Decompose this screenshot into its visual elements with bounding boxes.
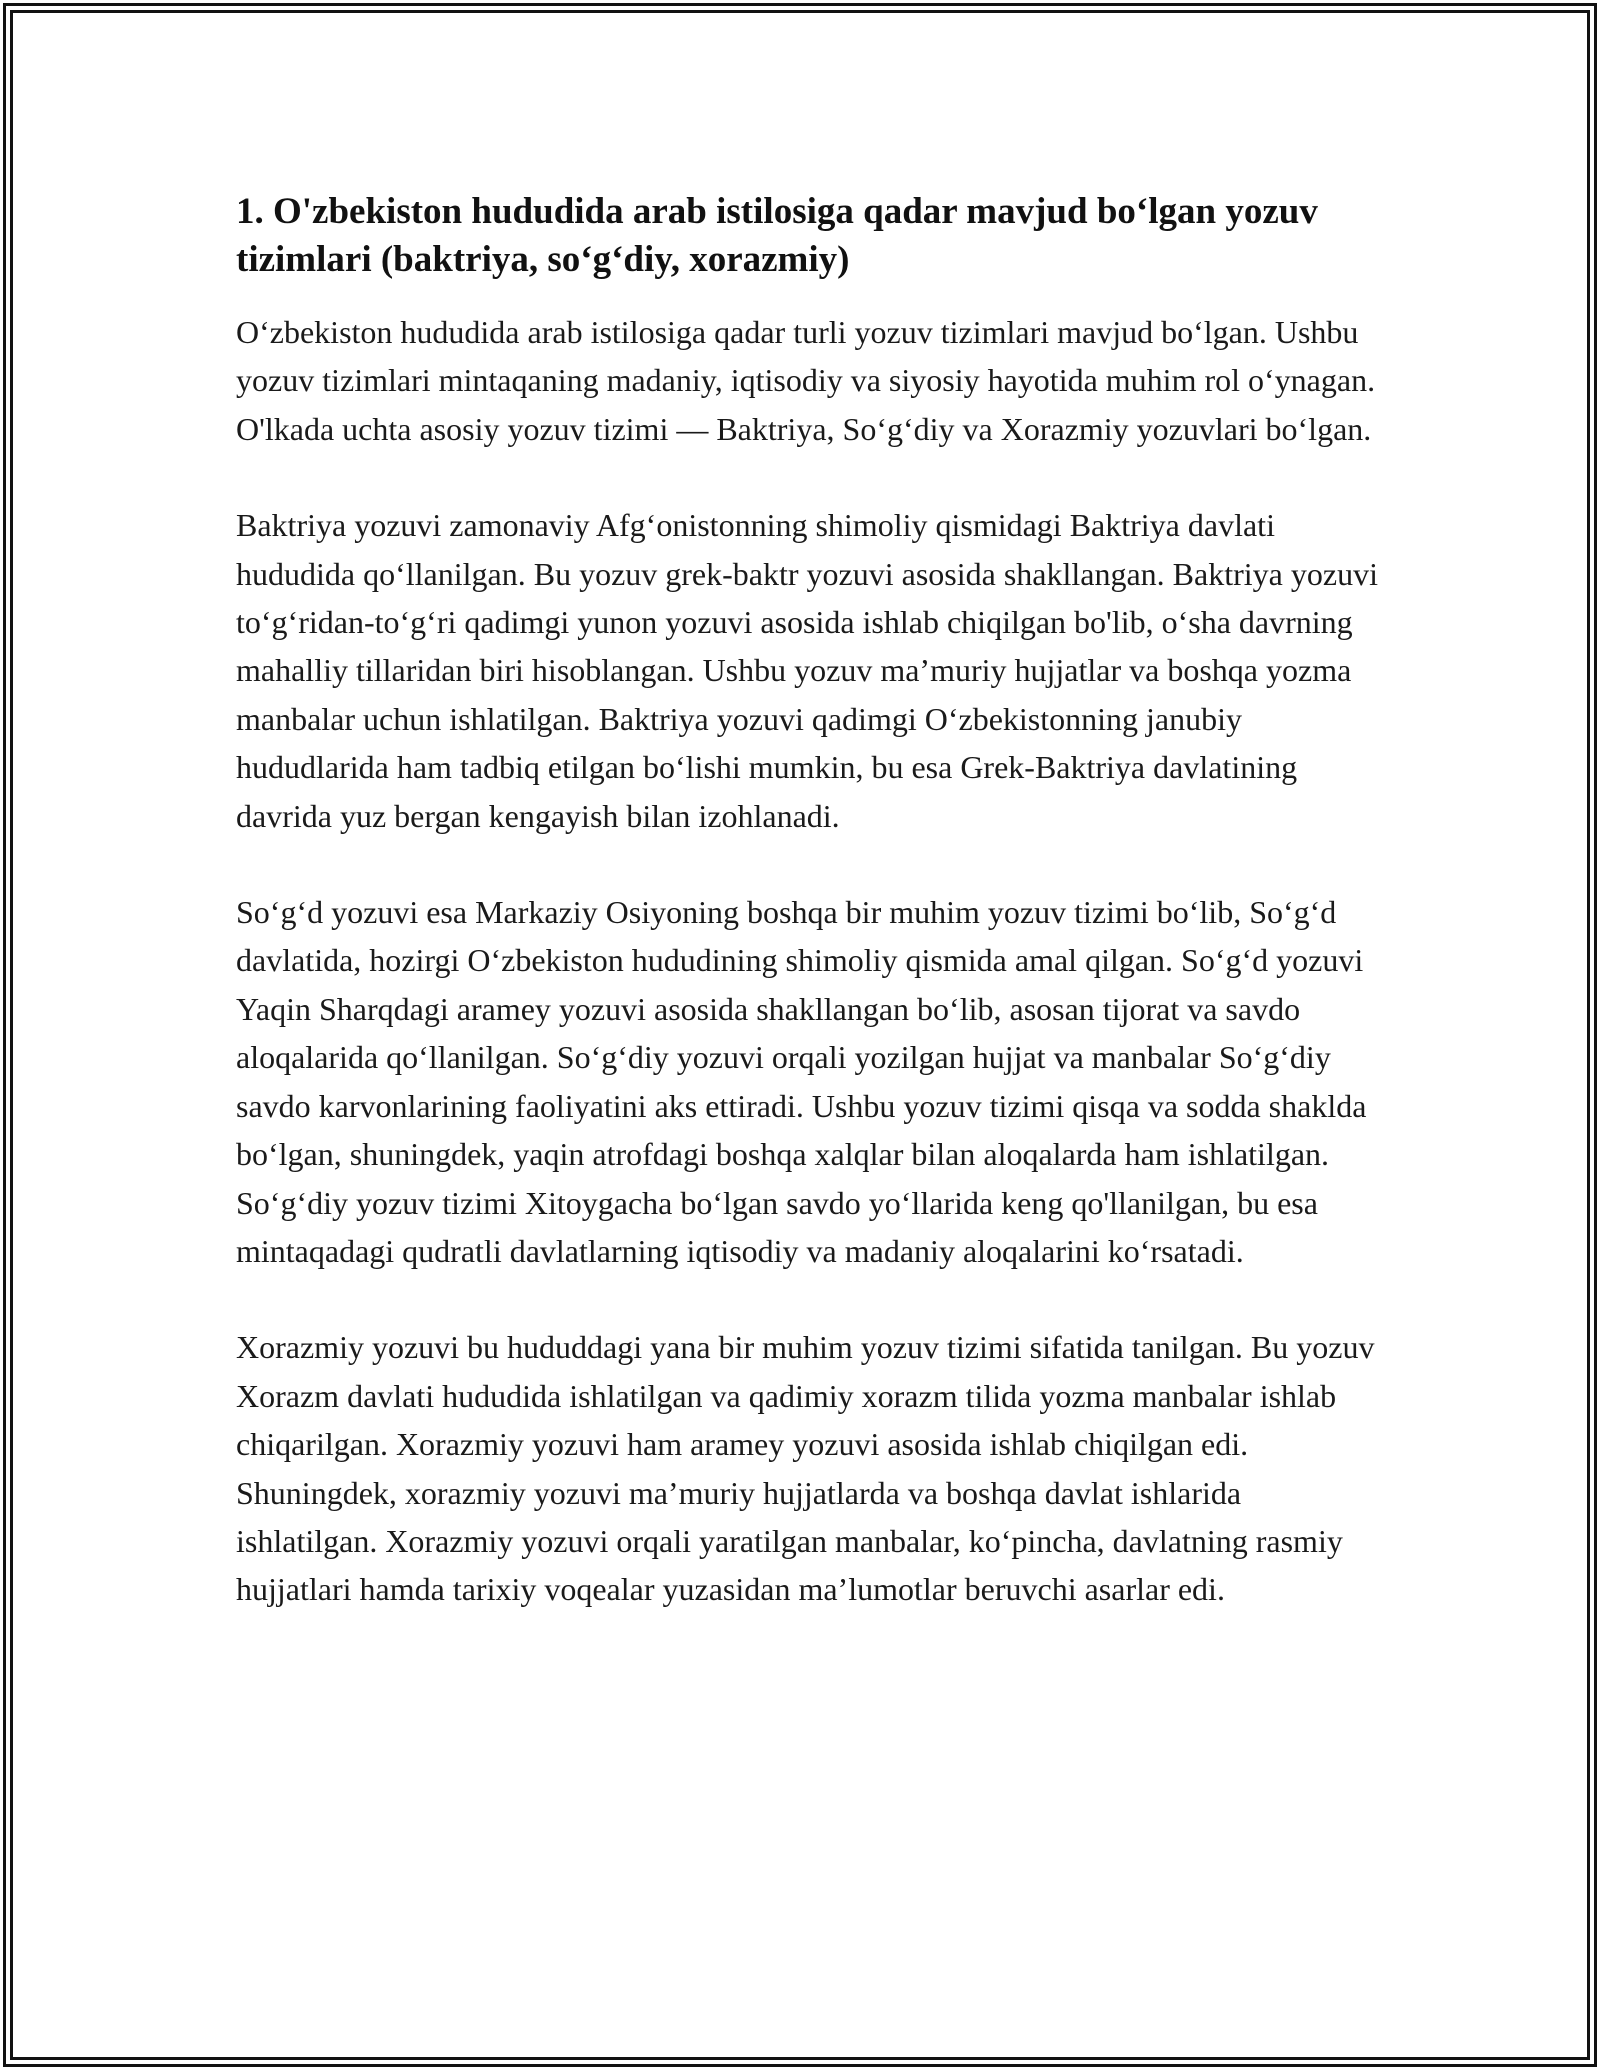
paragraph-baktriya: Baktriya yozuvi zamonaviy Afg‘onistonning shimoliy qismidagi Baktriya davlati hududida qo‘llanilgan. Bu yozuv grek-baktr yozuvi asosida shakllangan. Baktriya yozuvi to‘g‘ridan-to‘g‘ri qadimgi yunon yozuvi asosida ishlab chiqilgan bo'lib, o‘sha davrning mahalliy tillaridan biri hisoblangan. Ushbu yozuv ma’muriy hujjatlar va boshqa yozma manbalar uchun ishlatilgan. Baktriya yozuvi qadimgi O‘zbekistonning janubiy hududlarida ham tadbiq etilgan bo‘lishi mumkin, bu esa Grek-Baktriya davlatining davrida yuz bergan kengayish bilan izohlanadi. (236, 507, 1378, 834)
paragraph-intro: O‘zbekiston hududida arab istilosiga qadar turli yozuv tizimlari mavjud bo‘lgan. Ushbu yozuv tizimlari mintaqaning madaniy, iqtisodiy va siyosiy hayotida muhim rol o‘ynagan. O'lkada uchta asosiy yozuv tizimi — Baktriya, So‘g‘diy va Xorazmiy yozuvlari bo‘lgan. (236, 314, 1376, 447)
paragraph-sogdiy: So‘g‘d yozuvi esa Markaziy Osiyoning boshqa bir muhim yozuv tizimi bo‘lib, So‘g‘d davlatida, hozirgi O‘zbekiston hududining shimoliy qismida amal qilgan. So‘g‘d yozuvi Yaqin Sharqdagi aramey yozuvi asosida shakllangan bo‘lib, asosan tijorat va savdo aloqalarida qo‘llanilgan. So‘g‘diy yozuvi orqali yozilgan hujjat va manbalar So‘g‘diy savdo karvonlarining faoliyatini aks ettiradi. Ushbu yozuv tizimi qisqa va sodda shaklda bo‘lgan, shuningdek, yaqin atrofdagi boshqa xalqlar bilan aloqalarda ham ishlatilgan. So‘g‘diy yozuv tizimi Xitoygacha bo‘lgan savdo yo‘llarida keng qo'llanilgan, bu esa mintaqadagi qudratli davlatlarning iqtisodiy va madaniy aloqalarini ko‘rsatadi. (236, 894, 1367, 1269)
document-page (236, 188, 1386, 1662)
section-heading: 1. O'zbekiston hududida arab istilosiga qadar mavjud bo‘lgan yozuv tizimlari (baktriya, so‘g‘diy, xorazmiy) (236, 191, 1318, 280)
paragraph-xorazmiy: Xorazmiy yozuvi bu hududdagi yana bir muhim yozuv tizimi sifatida tanilgan. Bu yozuv Xorazm davlati hududida ishlatilgan va qadimiy xorazm tilida yozma manbalar ishlab chiqarilgan. Xorazmiy yozuvi ham aramey yozuvi asosida ishlab chiqilgan edi. Shuningdek, xorazmiy yozuvi ma’muriy hujjatlarda va boshqa davlat ishlarida ishlatilgan. Xorazmiy yozuvi orqali yaratilgan manbalar, ko‘pincha, davlatning rasmiy hujjatlari hamda tarixiy voqealar yuzasidan ma’lumotlar beruvchi asarlar edi. (236, 1329, 1375, 1608)
